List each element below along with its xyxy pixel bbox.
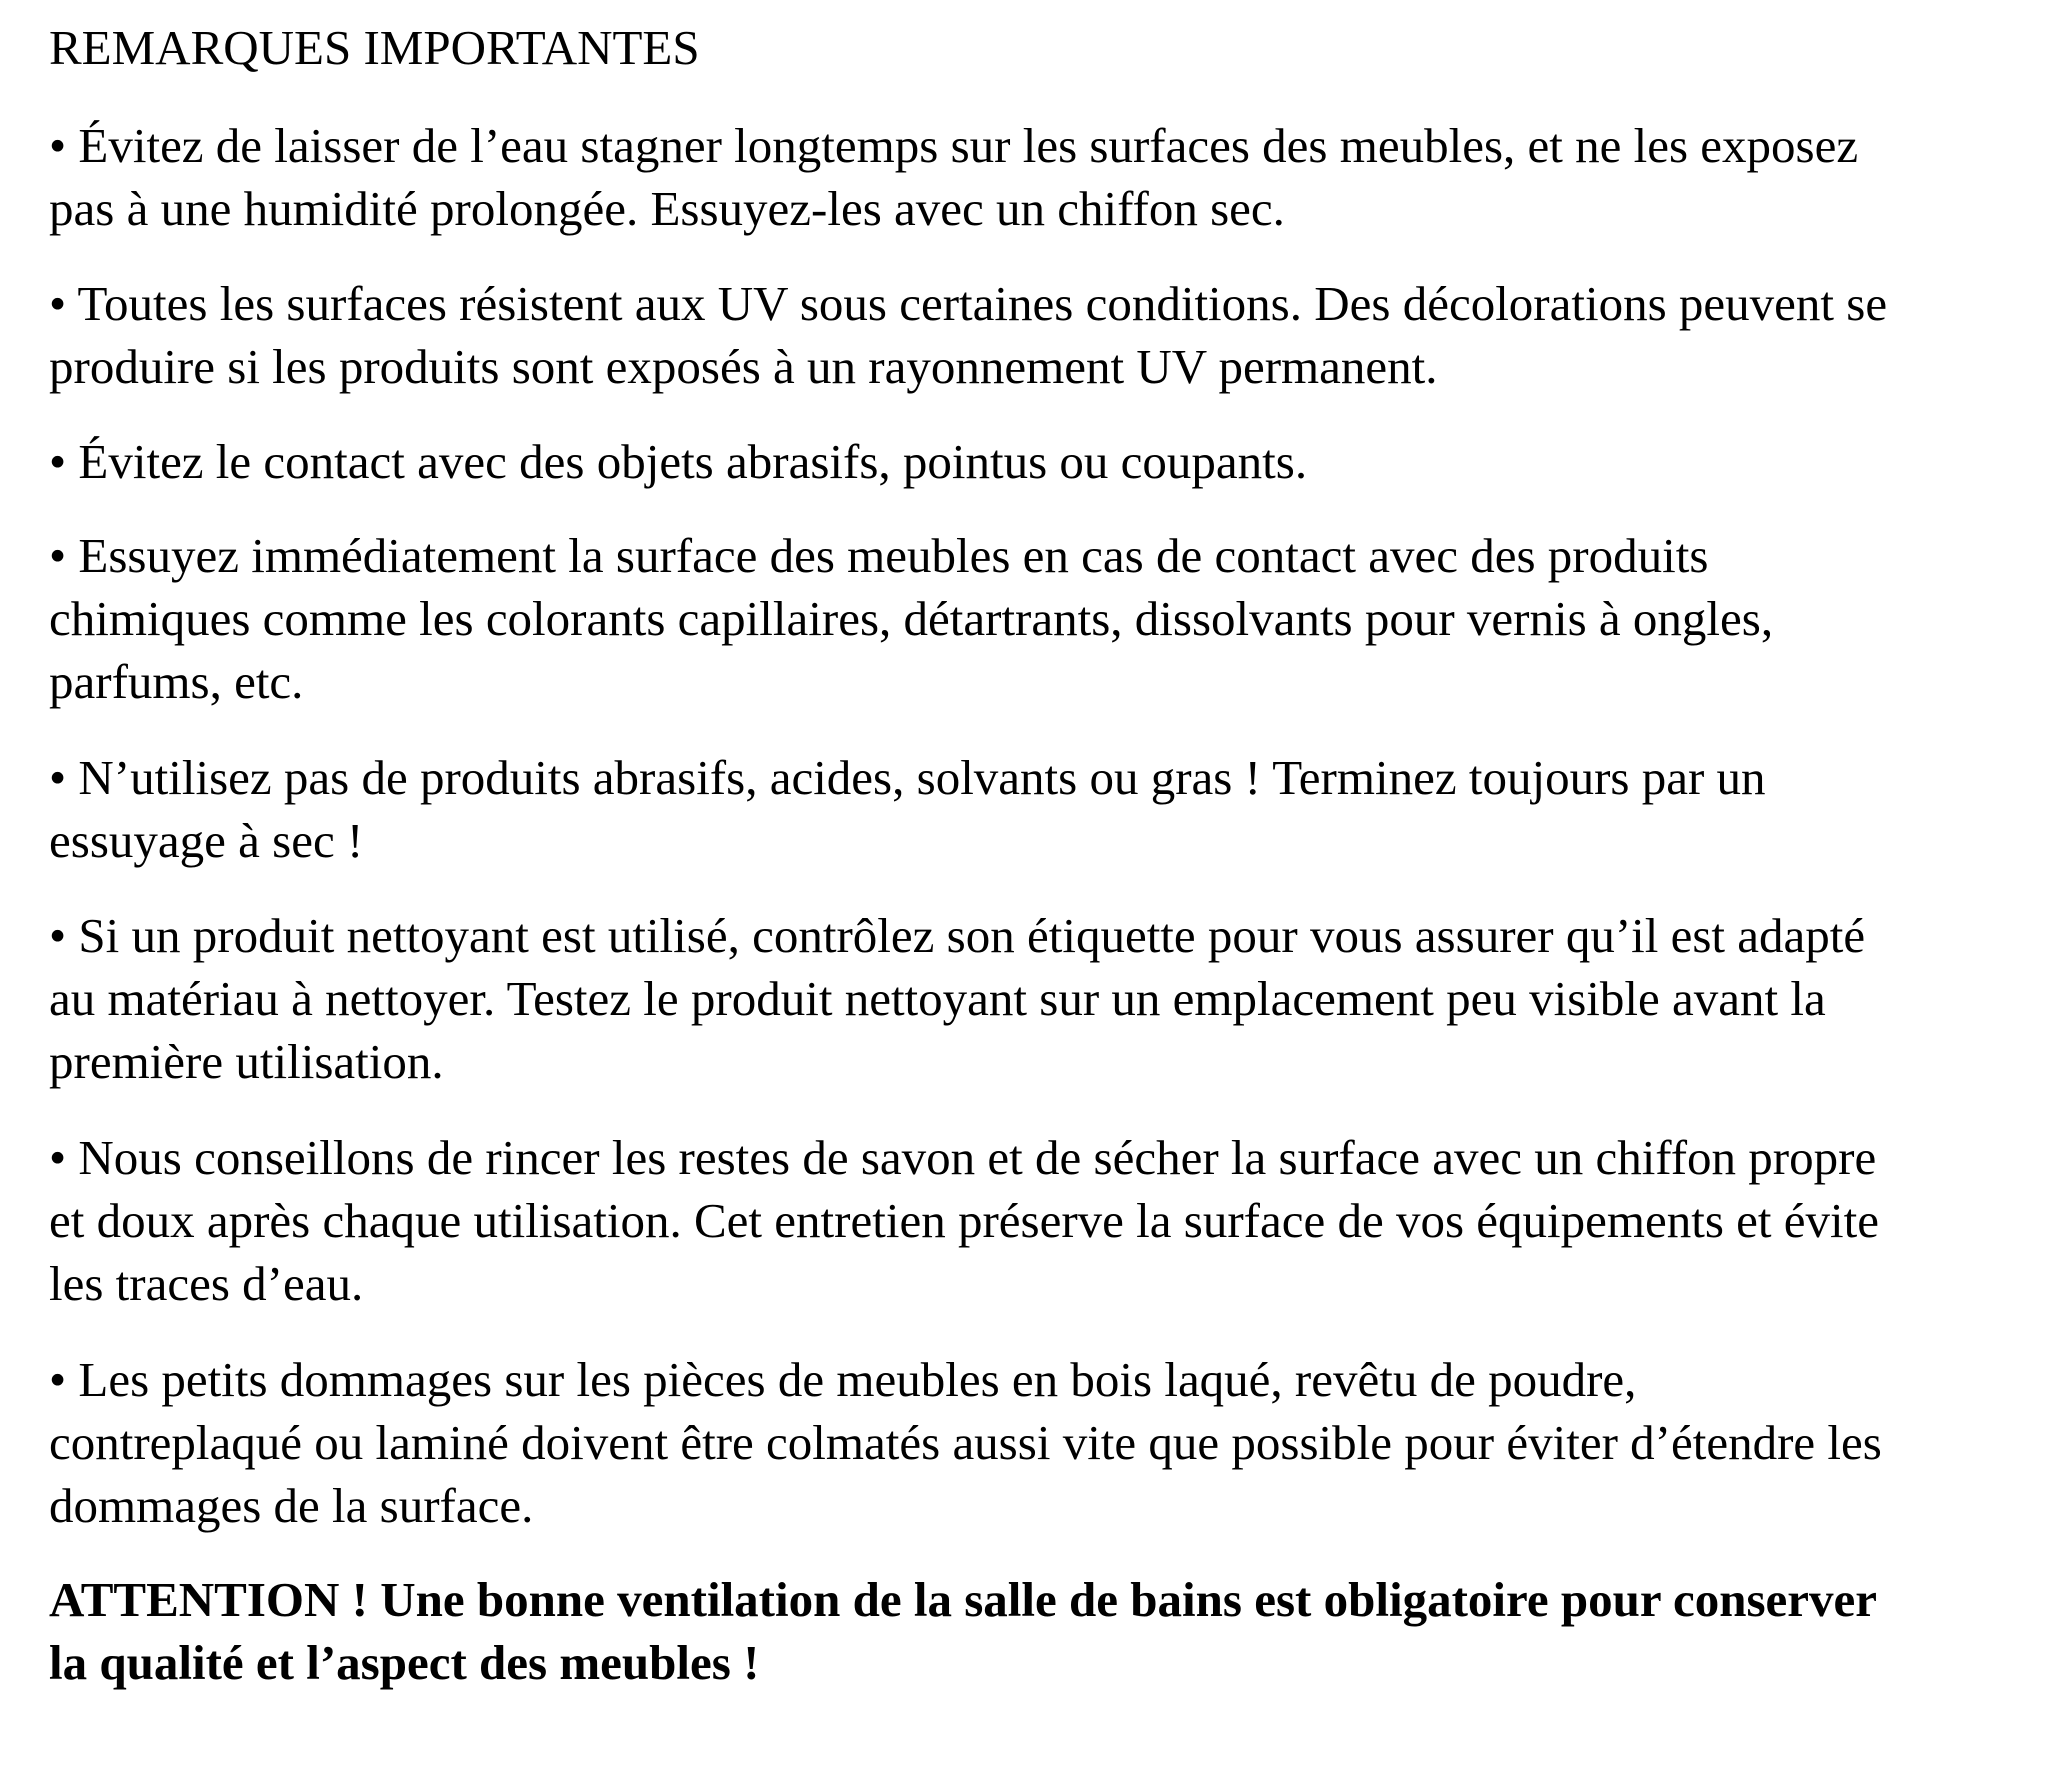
remark-line: au matériau à nettoyer. Testez le produit nettoyant sur un emplacement peu visible avant la: [49, 971, 1826, 1026]
remark-line: • Évitez le contact avec des objets abrasifs, pointus ou coupants.: [49, 434, 1308, 489]
remark-line: contreplaqué ou laminé doivent être colmatés aussi vite que possible pour éviter d’étendre les: [49, 1415, 1882, 1470]
remark-line: pas à une humidité prolongée. Essuyez-les avec un chiffon sec.: [49, 181, 1285, 236]
remark-line: • Si un produit nettoyant est utilisé, contrôlez son étiquette pour vous assurer qu’il est adapté: [49, 908, 1866, 963]
remark-line: essuyage à sec !: [49, 813, 364, 868]
document-title: REMARQUES IMPORTANTES: [49, 20, 700, 75]
remark-item: [49, 904, 1865, 1093]
remark-item: [49, 524, 1773, 713]
remark-line: • Toutes les surfaces résistent aux UV sous certaines conditions. Des décolorations peuvent se: [49, 276, 1888, 331]
warning-line: ATTENTION ! Une bonne ventilation de la salle de bains est obligatoire pour conserver: [49, 1572, 1878, 1627]
remark-item: [49, 272, 1887, 398]
remark-line: • Évitez de laisser de l’eau stagner longtemps sur les surfaces des meubles, et ne les exposez: [49, 118, 1859, 173]
remark-line: chimiques comme les colorants capillaires, détartrants, dissolvants pour vernis à ongles,: [49, 591, 1774, 646]
remark-line: • N’utilisez pas de produits abrasifs, acides, solvants ou gras ! Terminez toujours par un: [49, 750, 1766, 805]
remark-line: • Les petits dommages sur les pièces de meubles en bois laqué, revêtu de poudre,: [49, 1352, 1637, 1407]
remark-line: dommages de la surface.: [49, 1478, 534, 1533]
remark-item: [49, 1126, 1879, 1315]
remark-line: les traces d’eau.: [49, 1256, 364, 1311]
remark-line: première utilisation.: [49, 1034, 444, 1089]
remark-item: [49, 1348, 1882, 1537]
document: [49, 0, 1999, 1690]
remark-line: • Nous conseillons de rincer les restes de savon et de sécher la surface avec un chiffon propre: [49, 1130, 1877, 1185]
remark-line: et doux après chaque utilisation. Cet entretien préserve la surface de vos équipements et évite: [49, 1193, 1880, 1248]
warning-line: la qualité et l’aspect des meubles !: [49, 1635, 760, 1690]
remark-line: • Essuyez immédiatement la surface des meubles en cas de contact avec des produits: [49, 528, 1709, 583]
remark-item: [49, 746, 1766, 872]
remark-item: [49, 114, 1858, 240]
warning-note: [49, 1568, 1877, 1694]
remark-line: produire si les produits sont exposés à un rayonnement UV permanent.: [49, 339, 1438, 394]
remark-line: parfums, etc.: [49, 654, 304, 709]
remark-item: [49, 430, 1307, 493]
